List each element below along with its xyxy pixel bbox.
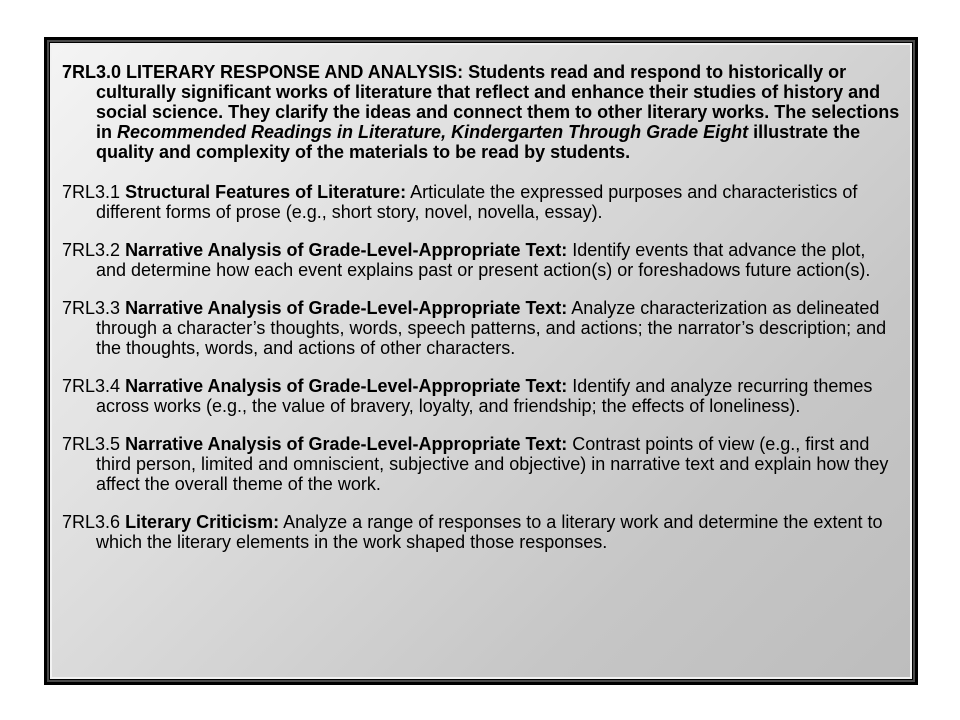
standard-id: 7RL3.5	[62, 434, 121, 454]
standard-7rl3-0	[62, 62, 900, 162]
standard-id: 7RL3.1	[62, 182, 121, 202]
standard-7rl3-1	[62, 182, 900, 222]
standard-id: 7RL3.2	[62, 240, 121, 260]
standard-heading: Literary Criticism:	[125, 512, 280, 532]
recommended-readings-title: Recommended Readings in Literature, Kindergarten Through Grade Eight	[117, 122, 749, 142]
standard-text: Analyze characterization as delineated through a character’s thoughts, words, speech patterns, and actions; the narrator’s description; and the thoughts, words, and actions of other characters.	[96, 298, 887, 358]
standard-text: Articulate the expressed purposes and characteristics of different forms of prose (e.g., short story, novel, novella, essay).	[96, 182, 858, 222]
standard-text: Contrast points of view (e.g., first and third person, limited and omniscient, subjective and objective) in narrative text and explain how they affect the overall theme of the work.	[96, 434, 889, 494]
standard-id: 7RL3.0 LITERARY RESPONSE AND ANALYSIS:	[62, 62, 464, 82]
standard-text: Students read and respond to historically or culturally significant works of literature that reflect and enhance their studies of history and social science. They clarify the ideas and connect them to other literary works. The selections in	[96, 62, 900, 142]
standard-text: Identify events that advance the plot, and determine how each event explains past or present action(s) or foreshadows future action(s).	[96, 240, 871, 280]
standard-heading: Structural Features of Literature:	[125, 182, 407, 202]
standard-heading: Narrative Analysis of Grade-Level-Appropriate Text:	[125, 376, 568, 396]
standard-7rl3-5	[62, 434, 900, 494]
slide-frame	[44, 37, 918, 685]
standard-id: 7RL3.6	[62, 512, 121, 532]
standard-7rl3-6	[62, 512, 900, 552]
standard-7rl3-4	[62, 376, 900, 416]
standard-heading: Narrative Analysis of Grade-Level-Appropriate Text:	[125, 240, 568, 260]
content-panel	[50, 43, 912, 679]
standard-7rl3-2	[62, 240, 900, 280]
standard-text-continued: illustrate the quality and complexity of the materials to be read by students.	[96, 122, 861, 162]
standard-heading: Narrative Analysis of Grade-Level-Appropriate Text:	[125, 434, 568, 454]
standard-id: 7RL3.4	[62, 376, 121, 396]
standard-text: Analyze a range of responses to a literary work and determine the extent to which the literary elements in the work shaped those responses.	[96, 512, 883, 552]
standard-heading: Narrative Analysis of Grade-Level-Appropriate Text:	[125, 298, 568, 318]
standard-id: 7RL3.3	[62, 298, 121, 318]
standard-7rl3-3	[62, 298, 900, 358]
standard-text: Identify and analyze recurring themes across works (e.g., the value of bravery, loyalty, and friendship; the effects of loneliness).	[96, 376, 873, 416]
